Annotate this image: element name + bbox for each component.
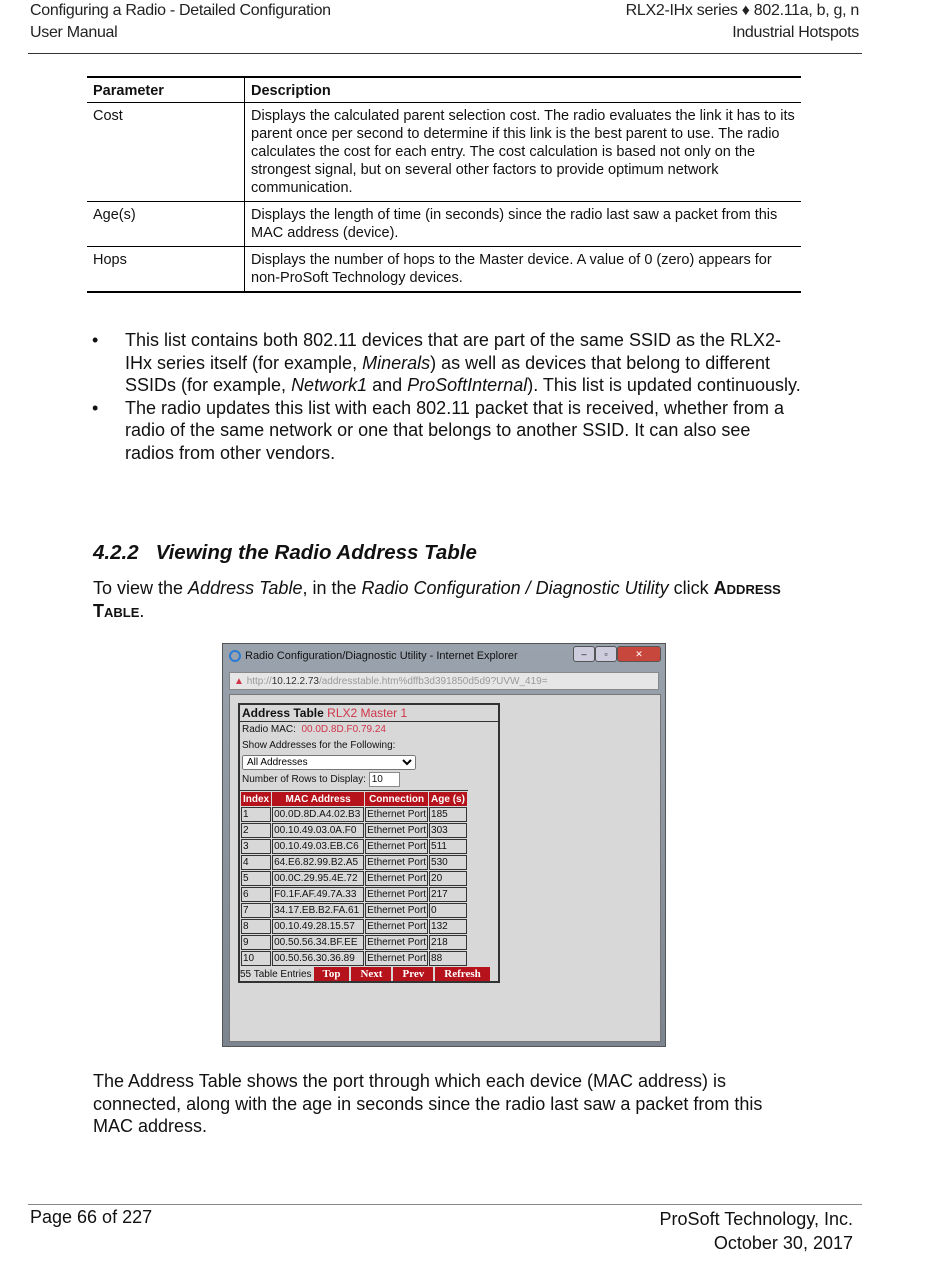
prosoft-logo-icon: ▲ (234, 676, 244, 687)
table-cell: Ethernet Port (367, 921, 427, 932)
bullet-item: • This list contains both 802.11 devices that are part of the same SSID as the RLX2-IHx series itself (for example, Minerals) as well as devices that belong to different SSIDs (for example, Network1 and ProSoftInternal). This list is updated continuously. (92, 329, 802, 397)
param-desc: Displays the number of hops to the Master device. A value of 0 (zero) appears for non-ProSoft Technology devices. (245, 247, 802, 293)
table-cell: 218 (429, 935, 467, 950)
table-cell: 303 (429, 823, 467, 838)
show-addresses-select[interactable] (242, 755, 416, 770)
table-cell: 88 (429, 951, 467, 966)
table-cell: Ethernet Port (367, 857, 427, 868)
panel-title: Address Table (242, 706, 324, 720)
table-cell: Ethernet Port (367, 937, 427, 948)
table-row (87, 247, 801, 293)
address-table-panel (238, 703, 500, 983)
section-heading: 4.2.2 Viewing the Radio Address Table (93, 541, 477, 564)
footer-rule (28, 1204, 862, 1205)
col-header: Connection (365, 792, 428, 806)
table-cell: 10 (241, 951, 271, 966)
table-cell: 34.17.EB.B2.FA.61 (272, 903, 364, 918)
col-header: Index (243, 793, 270, 805)
table-cell: Ethernet Port (367, 873, 427, 884)
table-cell: 2 (241, 823, 271, 838)
table-row (241, 839, 467, 854)
company: ProSoft Technology, Inc. (659, 1209, 853, 1229)
table-row (87, 103, 801, 202)
table-row (241, 903, 467, 918)
parameter-table (87, 76, 801, 293)
param-name: Age(s) (87, 202, 245, 247)
instruction-paragraph: To view the Address Table, in the Radio Configuration / Diagnostic Utility click Address Table. (93, 578, 781, 621)
bullet-item: • The radio updates this list with each 802.11 packet that is received, whether from a radio of the same network or one that belongs to another SSID. It can also see radios from other vendors. (92, 397, 802, 465)
window-title: Radio Configuration/Diagnostic Utility - Internet Explorer (229, 650, 518, 662)
header-left (30, 0, 331, 44)
table-footer (240, 967, 498, 981)
table-row (241, 951, 467, 966)
col-header: MAC Address (272, 792, 364, 806)
bullet-list (92, 329, 802, 464)
table-row (87, 202, 801, 247)
date: October 30, 2017 (713, 1233, 853, 1253)
maximize-button[interactable]: ▫ (595, 646, 617, 662)
table-row (241, 855, 467, 870)
header-rule (28, 53, 862, 54)
col-header: Age (s) (431, 793, 465, 805)
table-cell: 6 (241, 887, 271, 902)
table-cell: 185 (429, 807, 467, 822)
table-cell: 3 (241, 839, 271, 854)
summary-paragraph: The Address Table shows the port through which each device (MAC address) is connected, along with the age in seconds since the radio last saw a packet from this MAC address. (93, 1071, 763, 1136)
table-cell: 7 (241, 903, 271, 918)
table-cell: Ethernet Port (367, 889, 427, 900)
address-table (240, 790, 468, 967)
table-cell: 5 (241, 871, 271, 886)
table-cell: 511 (429, 839, 467, 854)
address-table-screenshot (222, 643, 666, 1047)
table-cell: Ethernet Port (367, 809, 427, 820)
table-cell: 00.50.56.34.BF.EE (272, 935, 364, 950)
radio-name: RLX2 Master 1 (327, 706, 408, 720)
table-cell: Ethernet Port (367, 841, 427, 852)
table-cell: 00.10.49.03.0A.F0 (272, 823, 364, 838)
table-cell: Ethernet Port (367, 825, 427, 836)
param-name: Hops (87, 247, 245, 293)
table-cell: 00.10.49.03.EB.C6 (272, 839, 364, 854)
table-cell: 9 (241, 935, 271, 950)
table-row (241, 919, 467, 934)
table-cell: 20 (429, 871, 467, 886)
internet-explorer-icon (229, 650, 241, 662)
refresh-button[interactable]: Refresh (435, 967, 489, 981)
footer-right (660, 1207, 853, 1255)
next-button[interactable]: Next (351, 967, 391, 981)
radio-mac-label: Radio MAC: (242, 724, 296, 735)
col-header: Parameter (87, 77, 245, 103)
entries-count: 55 Table Entries (240, 968, 312, 980)
table-row (241, 935, 467, 950)
prev-button[interactable]: Prev (393, 967, 433, 981)
table-cell: 8 (241, 919, 271, 934)
header-product: RLX2-IHx series ♦ 802.11a, b, g, n (625, 2, 859, 19)
table-cell: 530 (429, 855, 467, 870)
param-desc: Displays the calculated parent selection cost. The radio evaluates the link it has to its parent once per second to determine if this link is the best parent to use. The radio calculates the cost for each entry. The cost calculation is based not only on the strongest signal, but on several other factors to provide optimum network communication. (245, 103, 802, 202)
show-label: Show Addresses for the Following: (242, 740, 396, 751)
table-cell: 4 (241, 855, 271, 870)
table-row (241, 807, 467, 822)
table-cell: 0 (429, 903, 467, 918)
table-cell: 64.E6.82.99.B2.A5 (272, 855, 364, 870)
minimize-button[interactable]: – (573, 646, 595, 662)
param-name: Cost (87, 103, 245, 202)
table-cell: 00.0D.8D.A4.02.B3 (272, 807, 364, 822)
table-cell: 00.0C.29.95.4E.72 (272, 871, 364, 886)
table-cell: Ethernet Port (367, 953, 427, 964)
rows-label: Number of Rows to Display: (242, 774, 366, 785)
rows-input[interactable]: 10 (369, 772, 400, 787)
table-cell: 217 (429, 887, 467, 902)
header-chapter: Configuring a Radio - Detailed Configuration (30, 2, 331, 19)
address-bar[interactable]: ▲ http://10.12.2.73/addresstable.htm%dffb3d391850d5d9?UVW_419= (229, 672, 659, 690)
table-cell: 132 (429, 919, 467, 934)
close-button[interactable]: ✕ (617, 646, 661, 662)
table-row (241, 871, 467, 886)
table-cell: 00.50.56.30.36.89 (272, 951, 364, 966)
table-cell: 1 (241, 807, 271, 822)
col-header: Description (245, 77, 802, 103)
header-manual: User Manual (30, 24, 118, 41)
table-row (241, 887, 467, 902)
header-right (626, 0, 859, 44)
browser-content (229, 694, 661, 1042)
table-cell: F0.1F.AF.49.7A.33 (272, 887, 364, 902)
page-number: Page 66 of 227 (30, 1207, 153, 1227)
table-cell: Ethernet Port (367, 905, 427, 916)
param-desc: Displays the length of time (in seconds) since the radio last saw a packet from this MAC address (device). (245, 202, 802, 247)
top-button[interactable]: Top (314, 967, 350, 981)
table-cell: 00.10.49.28.15.57 (272, 919, 364, 934)
table-row (241, 823, 467, 838)
header-subtitle: Industrial Hotspots (732, 24, 859, 41)
radio-mac: 00.0D.8D.F0.79.24 (301, 724, 386, 735)
